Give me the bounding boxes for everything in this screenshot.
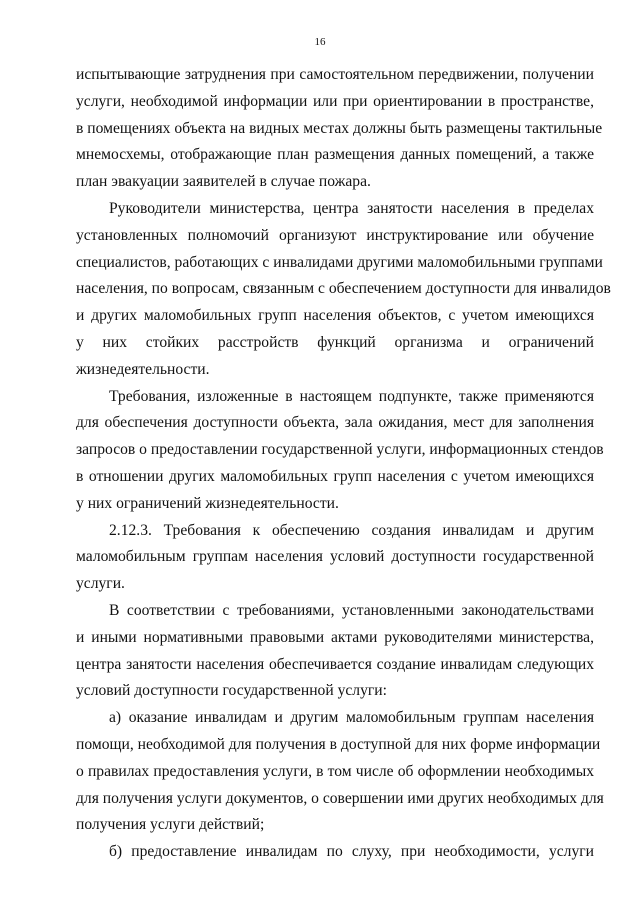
list-item-a [76, 705, 604, 839]
document-body [76, 62, 611, 866]
paragraph-1 [76, 62, 603, 196]
paragraph-3 [76, 384, 604, 518]
text-line: специалистов, работающих с инвалидами другими маломобильными группами [76, 253, 603, 271]
text-line: а) оказание инвалидам и другим маломобильным группам населения [109, 709, 594, 727]
text-line: в помещениях объекта на видных местах должны быть размещены тактильные [76, 119, 603, 137]
text-line: маломобильным группам населения условий доступности государственной [76, 548, 594, 566]
text-line: о правилах предоставления услуги, в том числе об оформлении необходимых [76, 762, 594, 780]
text-line: 2.12.3. Требования к обеспечению создания инвалидам и другим [109, 521, 594, 539]
text-line: для обеспечения доступности объекта, зала ожидания, мест для заполнения [76, 414, 594, 432]
text-line: населения, по вопросам, связанным с обеспечением доступности для инвалидов [76, 280, 611, 298]
text-line: б) предоставление инвалидам по слуху, при необходимости, услуги [109, 843, 594, 861]
text-line: для получения услуги документов, о совершении ими других необходимых для [76, 789, 604, 807]
text-line: план эвакуации заявителей в случае пожара. [76, 173, 371, 191]
text-line: центра занятости населения обеспечивается создание инвалидам следующих [76, 655, 594, 673]
list-item-b [76, 839, 594, 866]
text-line: у них ограничений жизнедеятельности. [76, 494, 339, 512]
paragraph-5 [76, 598, 594, 705]
text-line: В соответствии с требованиями, установленными законодательствами [109, 601, 594, 619]
page-number: 16 [314, 36, 326, 48]
text-line: получения услуги действий; [76, 816, 265, 834]
text-line: и других маломобильных групп населения объектов, с учетом имеющихся [76, 307, 594, 325]
text-line: установленных полномочий организуют инструктирование или обучение [76, 226, 594, 244]
text-line: запросов о предоставлении государственной услуги, информационных стендов [76, 441, 604, 459]
text-line: помощи, необходимой для получения в доступной для них форме информации [76, 735, 601, 753]
text-line: услуги. [76, 575, 125, 593]
text-line: испытывающие затруднения при самостоятельном передвижении, получении [76, 66, 594, 83]
text-line: Требования, изложенные в настоящем подпункте, также применяются [109, 387, 594, 405]
text-line: в отношении других маломобильных групп населения с учетом имеющихся [76, 467, 594, 485]
paragraph-4 [76, 518, 594, 598]
text-line: мнемосхемы, отображающие план размещения данных помещений, а также [76, 146, 594, 164]
text-line: и иными нормативными правовыми актами руководителями министерства, [76, 628, 594, 646]
text-line: жизнедеятельности. [76, 360, 210, 378]
text-line: условий доступности государственной услуги: [76, 682, 387, 700]
text-line: услуги, необходимой информации или при ориентировании в пространстве, [76, 92, 594, 110]
text-line: Руководители министерства, центра занятости населения в пределах [109, 199, 594, 217]
text-line: у них стойких расстройств функций организма и ограничений [76, 333, 594, 351]
paragraph-2 [76, 196, 611, 384]
